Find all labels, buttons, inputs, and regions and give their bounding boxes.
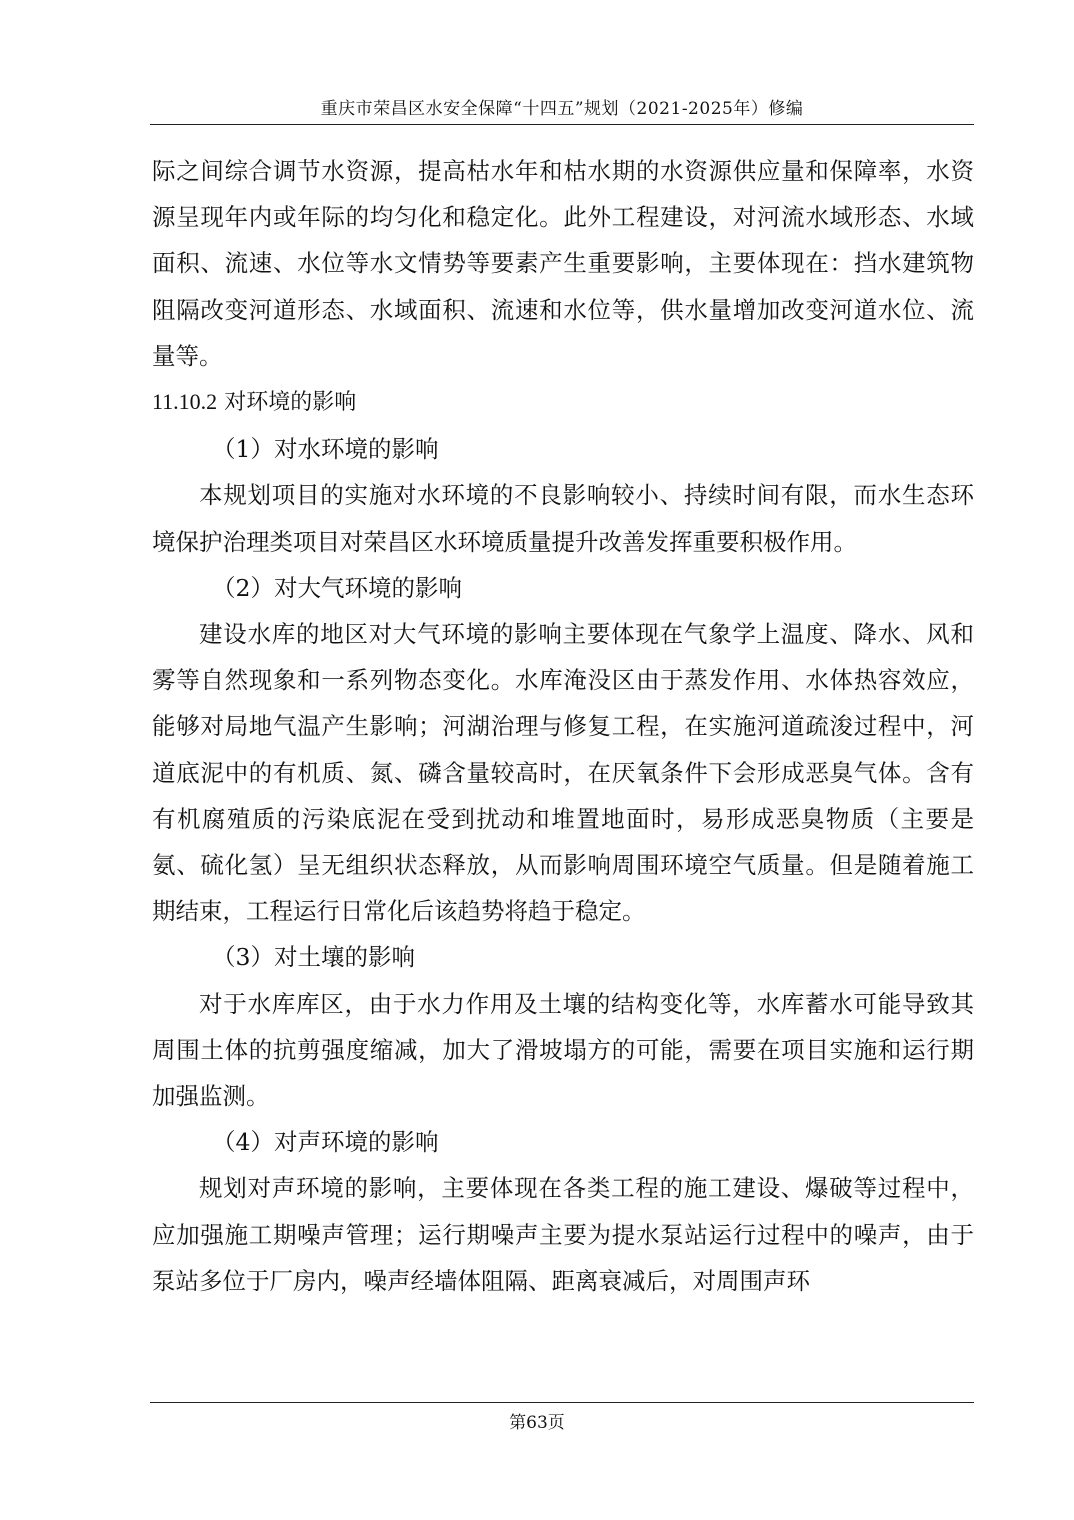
section-title: 对环境的影响 bbox=[224, 390, 357, 416]
section-heading bbox=[152, 379, 974, 426]
subheading-air-environment: （2）对大气环境的影响 bbox=[212, 573, 462, 602]
section-number: 11.10.2 bbox=[152, 389, 218, 415]
subheading-acoustic-environment: （4）对声环境的影响 bbox=[212, 1128, 439, 1157]
subheading-soil: （3）对土壤的影响 bbox=[212, 943, 415, 972]
page-body bbox=[152, 148, 974, 1304]
paragraph-water-environment: 本规划项目的实施对水环境的不良影响较小、持续时间有限，而水生态环境保护治理类项目对荣昌区水环境质量提升改善发挥重要积极作用。 bbox=[152, 481, 974, 556]
subheading-water-environment: （1）对水环境的影响 bbox=[212, 435, 439, 464]
running-header: 重庆市荣昌区水安全保障“十四五”规划（2021-2025年）修编 bbox=[320, 99, 804, 119]
paragraph-continued: 际之间综合调节水资源，提高枯水年和枯水期的水资源供应量和保障率，水资源呈现年内或年际的均匀化和稳定化。此外工程建设，对河流水域形态、水域面积、流速、水位等水文情势等要素产生重要影响，主要体现在：挡水建筑物阻隔改变河道形态、水域面积、流速和水位等，供水量增加改变河道水位、流量等。 bbox=[152, 157, 974, 370]
paragraph-soil: 对于水库库区，由于水力作用及土壤的结构变化等，水库蓄水可能导致其周围土体的抗剪强度缩减，加大了滑坡塌方的可能，需要在项目实施和运行期加强监测。 bbox=[152, 989, 974, 1111]
page-number: 第63页 bbox=[509, 1413, 565, 1433]
paragraph-air-environment: 建设水库的地区对大气环境的影响主要体现在气象学上温度、降水、风和雾等自然现象和一系列物态变化。水库淹没区由于蒸发作用、水体热容效应，能够对局地气温产生影响；河湖治理与修复工程，在实施河道疏浚过程中，河道底泥中的有机质、氮、磷含量较高时，在厌氧条件下会形成恶臭气体。含有有机腐殖质的污染底泥在受到扰动和堆置地面时，易形成恶臭物质（主要是氨、硫化氢）呈无组织状态释放，从而影响周围环境空气质量。但是随着施工期结束，工程运行日常化后该趋势将趋于稳定。 bbox=[152, 620, 974, 926]
paragraph-acoustic-environment: 规划对声环境的影响，主要体现在各类工程的施工建设、爆破等过程中，应加强施工期噪声管理；运行期噪声主要为提水泵站运行过程中的噪声，由于泵站多位于厂房内，噪声经墙体阻隔、距离衰减后，对周围声环 bbox=[152, 1174, 974, 1295]
footer-divider bbox=[150, 1402, 974, 1403]
header-divider bbox=[150, 124, 974, 125]
